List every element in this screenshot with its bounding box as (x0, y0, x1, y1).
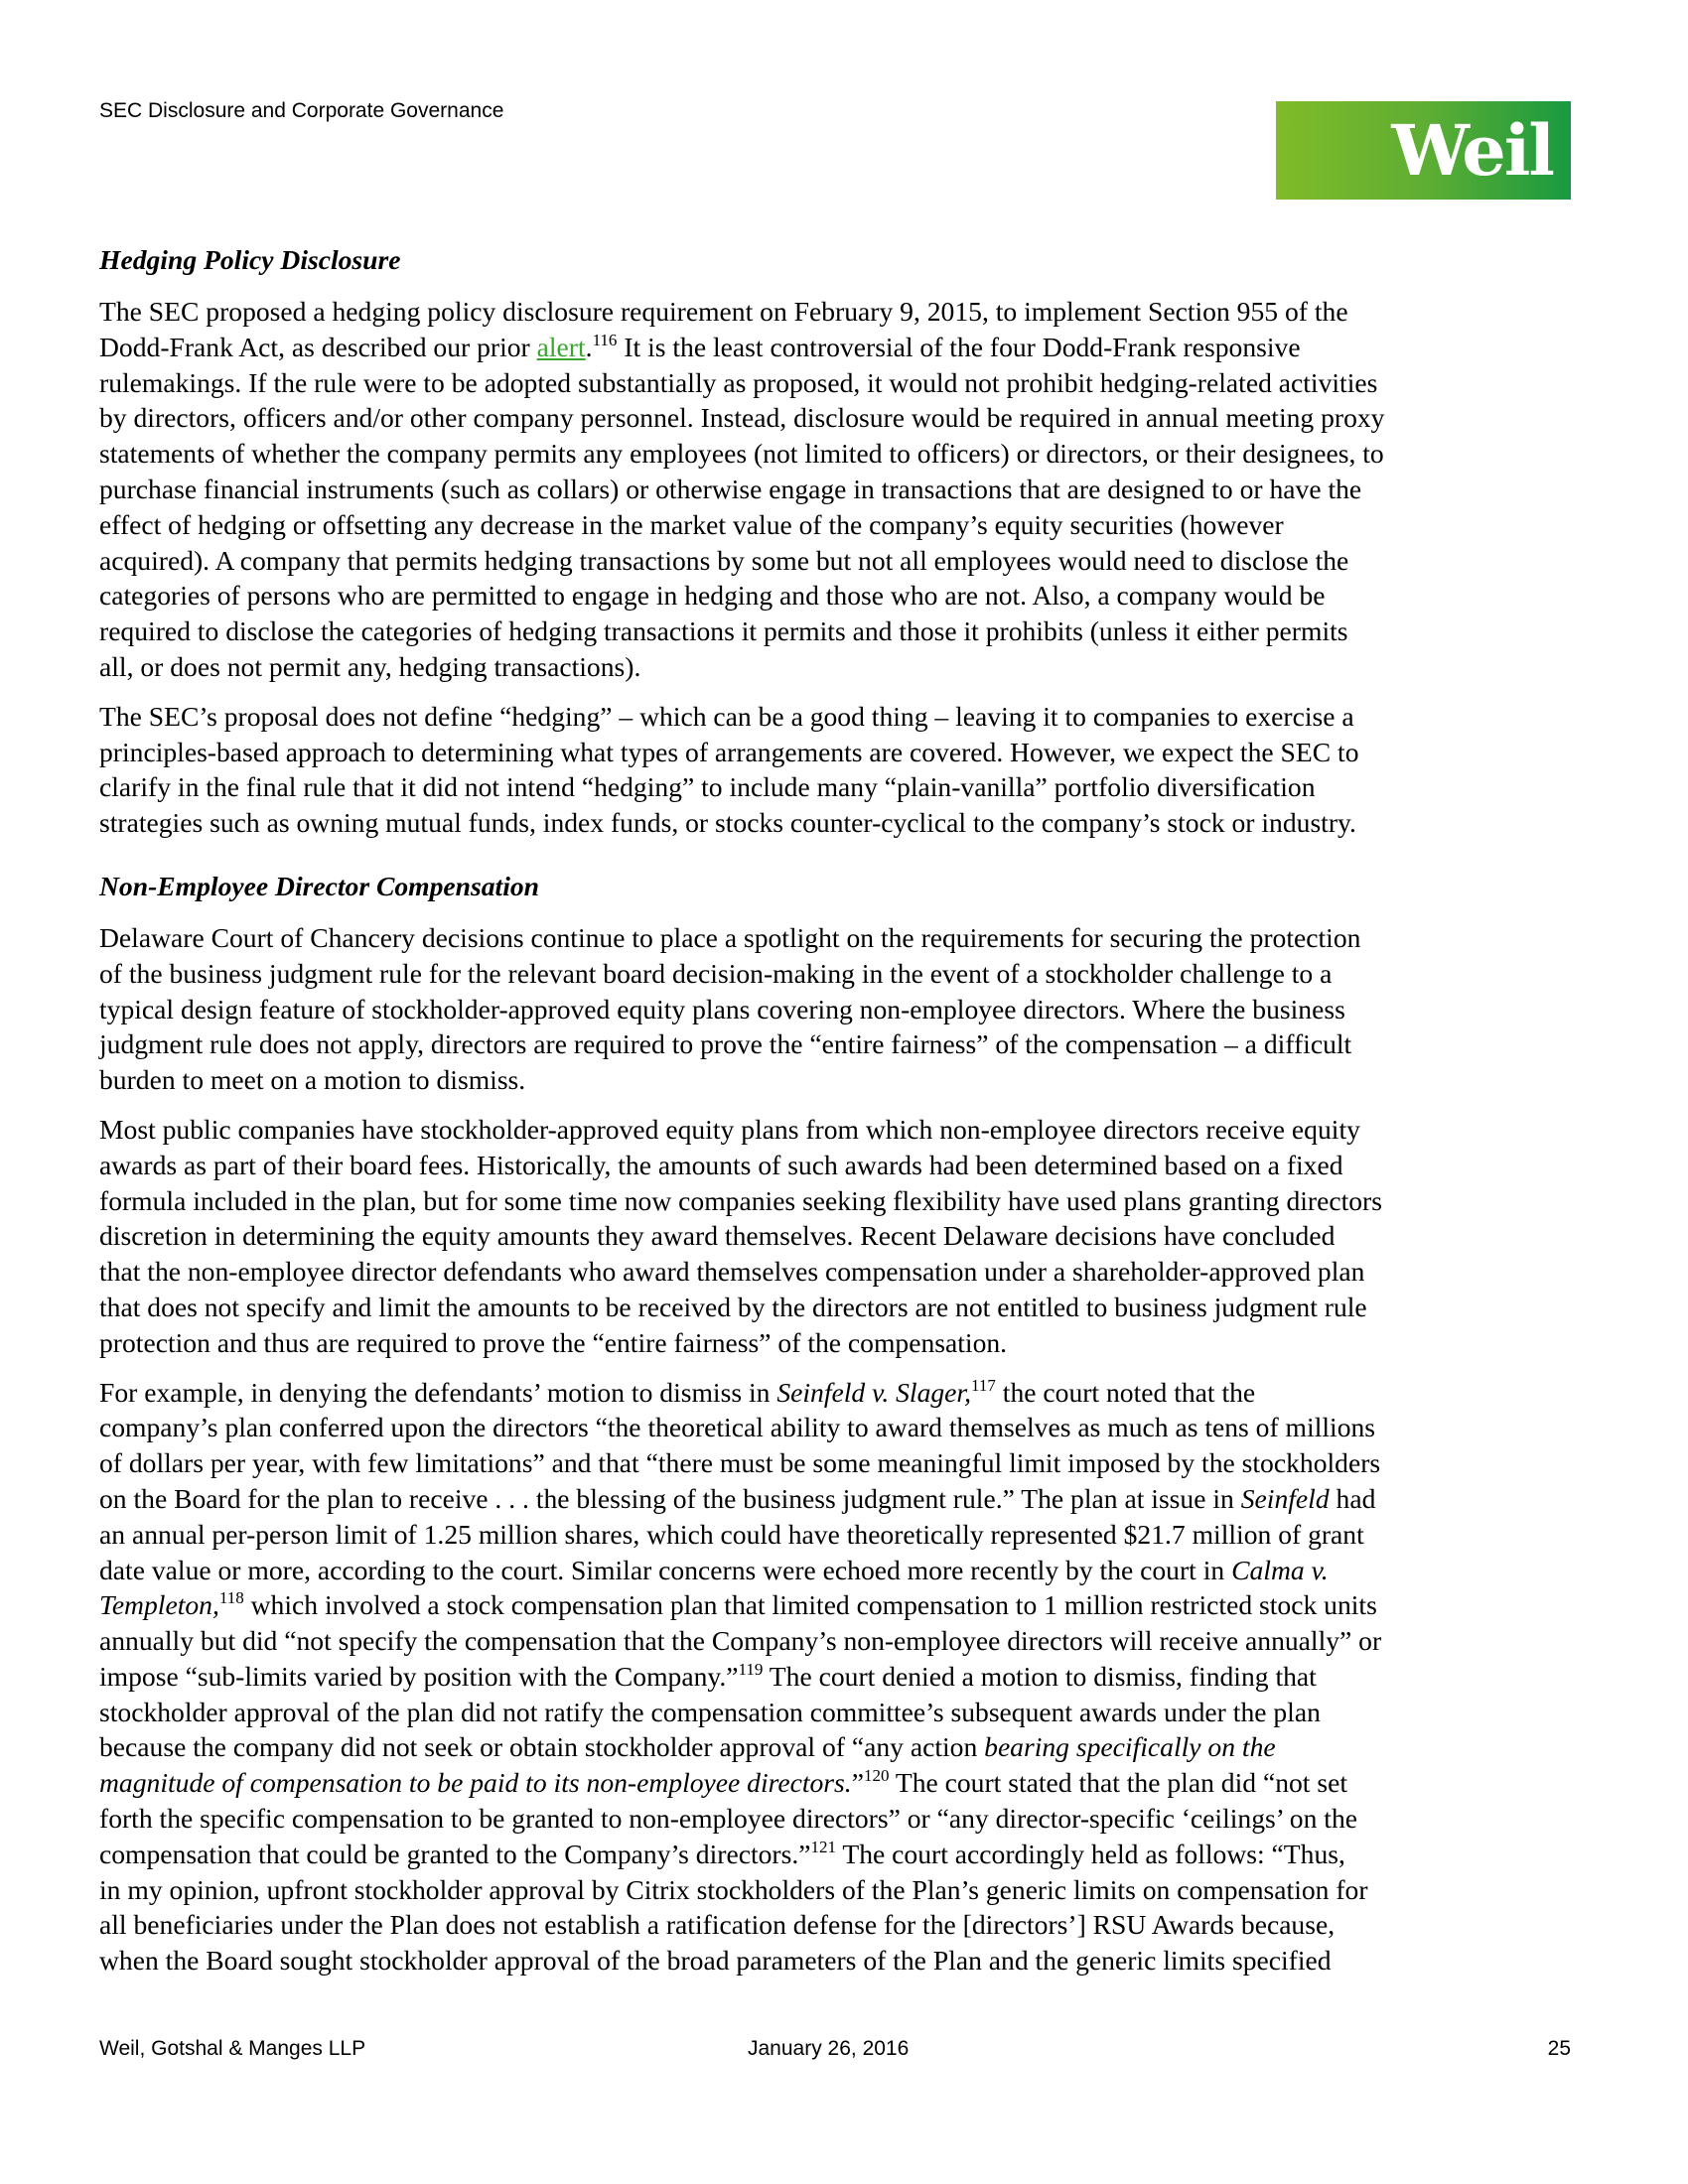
text-line (99, 1729, 1589, 1765)
text-run: in my opinion, upfront stockholder approval by Citrix stockholders of the Plan’s generic limits on compensation for (99, 1873, 1368, 1905)
text-line (99, 735, 1589, 770)
text-line (99, 1587, 1589, 1623)
text-line (99, 1907, 1589, 1943)
text-run: the court noted that the (995, 1376, 1256, 1408)
text-run: The SEC’s proposal does not define “hedging” – which can be a good thing – leaving it to companies to exercise a (99, 700, 1354, 732)
text-run: rulemakings. If the rule were to be adopted substantially as proposed, it would not prohibit hedging-related activities (99, 366, 1378, 398)
paragraph (99, 294, 1589, 685)
italic-text: Templeton, (99, 1589, 219, 1621)
footnote-ref[interactable]: 120 (863, 1766, 890, 1786)
paragraph (99, 1375, 1589, 1979)
italic-text: magnitude of compensation to be paid to its non-employee directors. (99, 1767, 852, 1799)
text-line (99, 1026, 1589, 1062)
text-line (99, 1695, 1589, 1730)
text-run: The court stated that the plan did “not set (889, 1767, 1347, 1799)
text-line (99, 1410, 1589, 1445)
paragraph (99, 920, 1589, 1098)
text-line (99, 472, 1589, 507)
text-run: effect of hedging or offsetting any decrease in the market value of the company’s equity securities (however (99, 508, 1284, 540)
text-line (99, 1183, 1589, 1219)
text-line (99, 1290, 1589, 1325)
text-run: Delaware Court of Chancery decisions continue to place a spotlight on the requirements for securing the protection (99, 921, 1361, 953)
text-run: that does not specify and limit the amounts to be received by the directors are not entitled to business judgment rule (99, 1291, 1367, 1322)
text-line (99, 436, 1589, 472)
text-run: had (1329, 1482, 1376, 1514)
text-run: ” (851, 1767, 864, 1799)
text-run: company’s plan conferred upon the directors “the theoretical ability to award themselves as much as tens of millions (99, 1412, 1376, 1443)
text-run: forth the specific compensation to be granted to non-employee directors” or “any director-specific ‘ceilings’ on the (99, 1803, 1357, 1835)
section-heading-hedging: Hedging Policy Disclosure (99, 244, 401, 275)
text-run: categories of persons who are permitted to engage in hedging and those who are not. Also, a company would be (99, 580, 1326, 612)
paragraph (99, 699, 1589, 841)
text-run: strategies such as owning mutual funds, index funds, or stocks counter-cyclical to the company’s stock or industry. (99, 807, 1356, 839)
text-line (99, 1659, 1589, 1695)
text-run: protection and thus are required to prove the “entire fairness” of the compensation. (99, 1326, 1008, 1358)
text-run: awards as part of their board fees. Historically, the amounts of such awards had been determined based on a fixed (99, 1149, 1343, 1180)
text-run: all beneficiaries under the Plan does not establish a ratification defense for the [directors’] RSU Awards because, (99, 1909, 1336, 1941)
alert-link[interactable]: alert (536, 331, 586, 362)
text-line (99, 1112, 1589, 1148)
text-line (99, 1325, 1589, 1361)
text-run: of dollars per year, with few limitations” and that “there must be some meaningful limit imposed by the stockholders (99, 1447, 1381, 1479)
text-run: required to disclose the categories of hedging transactions it permits and those it prohibits (unless it either permits (99, 615, 1348, 647)
text-run: when the Board sought stockholder approval of the broad parameters of the Plan and the generic limits specified (99, 1945, 1332, 1977)
text-run: The court accordingly held as follows: “Thus, (835, 1838, 1345, 1869)
text-run: principles-based approach to determining what types of arrangements are covered. However, we expect the SEC to (99, 736, 1359, 767)
text-run: all, or does not permit any, hedging transactions). (99, 650, 641, 682)
running-header: SEC Disclosure and Corporate Governance (99, 99, 504, 122)
text-run: that the non-employee director defendants who award themselves compensation under a shareholder-approved plan (99, 1256, 1365, 1288)
text-line (99, 1148, 1589, 1183)
text-line (99, 1254, 1589, 1290)
text-line (99, 400, 1589, 436)
text-line (99, 1623, 1589, 1659)
italic-text: Calma v. (1231, 1554, 1329, 1585)
text-line (99, 578, 1589, 614)
footnote-ref[interactable]: 117 (971, 1375, 996, 1395)
text-run: clarify in the final rule that it did not intend “hedging” to include many “plain-vanilla” portfolio diversification (99, 771, 1316, 803)
footer-date: January 26, 2016 (748, 2037, 910, 2060)
text-line (99, 1375, 1589, 1411)
text-run: The court denied a motion to dismiss, finding that (763, 1660, 1317, 1692)
footnote-ref[interactable]: 116 (592, 330, 618, 349)
text-line (99, 543, 1589, 579)
weil-logo (1276, 101, 1571, 200)
text-run: date value or more, according to the court. Similar concerns were echoed more recently by the court in (99, 1554, 1232, 1585)
text-run: Dodd-Frank Act, as described our prior (99, 331, 537, 362)
text-run: formula included in the plan, but for some time now companies seeking flexibility have used plans granting directors (99, 1184, 1382, 1216)
text-run: . (585, 331, 593, 362)
text-run: It is the least controversial of the four Dodd-Frank responsive (617, 331, 1301, 362)
logo-text: Weil (1391, 109, 1553, 192)
text-run: on the Board for the plan to receive . . . the blessing of the business judgment rule.” The plan at issue in (99, 1482, 1241, 1514)
text-run: compensation that could be granted to the Company’s directors.” (99, 1838, 811, 1869)
document-body (99, 242, 1589, 1992)
text-run: purchase financial instruments (such as collars) or otherwise engage in transactions that are designed to or have the (99, 473, 1362, 504)
text-line (99, 507, 1589, 543)
italic-text: Seinfeld (1240, 1482, 1330, 1514)
text-run: because the company did not seek or obtain stockholder approval of “any action (99, 1731, 985, 1763)
text-line (99, 1062, 1589, 1098)
text-line (99, 1481, 1589, 1517)
text-line (99, 1943, 1589, 1979)
text-run: by directors, officers and/or other company personnel. Instead, disclosure would be required in annual meeting proxy (99, 402, 1385, 434)
text-line (99, 365, 1589, 401)
text-line (99, 649, 1589, 685)
text-line (99, 920, 1589, 956)
text-line (99, 1218, 1589, 1254)
text-line (99, 805, 1589, 841)
text-run: typical design feature of stockholder-approved equity plans covering non-employee directors. Where the business (99, 993, 1345, 1024)
text-run: impose “sub-limits varied by position with the Company.” (99, 1660, 739, 1692)
text-line (99, 1765, 1589, 1801)
italic-text: bearing specifically on the (984, 1731, 1276, 1763)
text-line (99, 992, 1589, 1027)
page-number: 25 (1547, 2037, 1571, 2060)
text-run: For example, in denying the defendants’ motion to dismiss in (99, 1376, 777, 1408)
text-run: The SEC proposed a hedging policy disclosure requirement on February 9, 2015, to implement Section 955 of the (99, 296, 1348, 327)
text-run: judgment rule does not apply, directors are required to prove the “entire fairness” of the compensation – a difficult (99, 1028, 1352, 1060)
section-heading-director-compensation: Non-Employee Director Compensation (99, 870, 540, 901)
text-line (99, 614, 1589, 649)
text-line (99, 956, 1589, 992)
paragraph (99, 1112, 1589, 1361)
text-run: burden to meet on a motion to dismiss. (99, 1064, 526, 1096)
text-run: an annual per-person limit of 1.25 million shares, which could have theoretically represented $21.7 million of grant (99, 1518, 1364, 1550)
text-run: annually but did “not specify the compensation that the Company’s non-employee directors will receive annually” or (99, 1625, 1382, 1657)
footnote-ref[interactable]: 121 (810, 1837, 836, 1856)
text-line (99, 1553, 1589, 1588)
text-run: statements of whether the company permits any employees (not limited to officers) or directors, or their designees, to (99, 438, 1384, 470)
text-line (99, 1801, 1589, 1837)
text-run: discretion in determining the equity amounts they award themselves. Recent Delaware decisions have concluded (99, 1220, 1336, 1252)
text-run: acquired). A company that permits hedging transactions by some but not all employees would need to disclose the (99, 544, 1349, 576)
text-line (99, 1872, 1589, 1908)
footnote-ref[interactable]: 119 (738, 1659, 764, 1679)
italic-text: Seinfeld v. Slager, (776, 1376, 972, 1408)
text-line (99, 294, 1589, 330)
text-line (99, 1445, 1589, 1481)
text-run: which involved a stock compensation plan that limited compensation to 1 million restricted stock units (243, 1589, 1377, 1621)
text-line (99, 1837, 1589, 1872)
footnote-ref[interactable]: 118 (218, 1588, 244, 1608)
text-run: stockholder approval of the plan did not ratify the compensation committee’s subsequent awards under the plan (99, 1696, 1321, 1727)
text-run: of the business judgment rule for the relevant board decision-making in the event of a stockholder challenge to a (99, 957, 1333, 989)
text-line (99, 699, 1589, 735)
text-run: Most public companies have stockholder-approved equity plans from which non-employee directors receive equity (99, 1113, 1360, 1145)
footer-firm: Weil, Gotshal & Manges LLP (99, 2037, 366, 2060)
text-line (99, 330, 1589, 365)
text-line (99, 1517, 1589, 1553)
text-line (99, 769, 1589, 805)
